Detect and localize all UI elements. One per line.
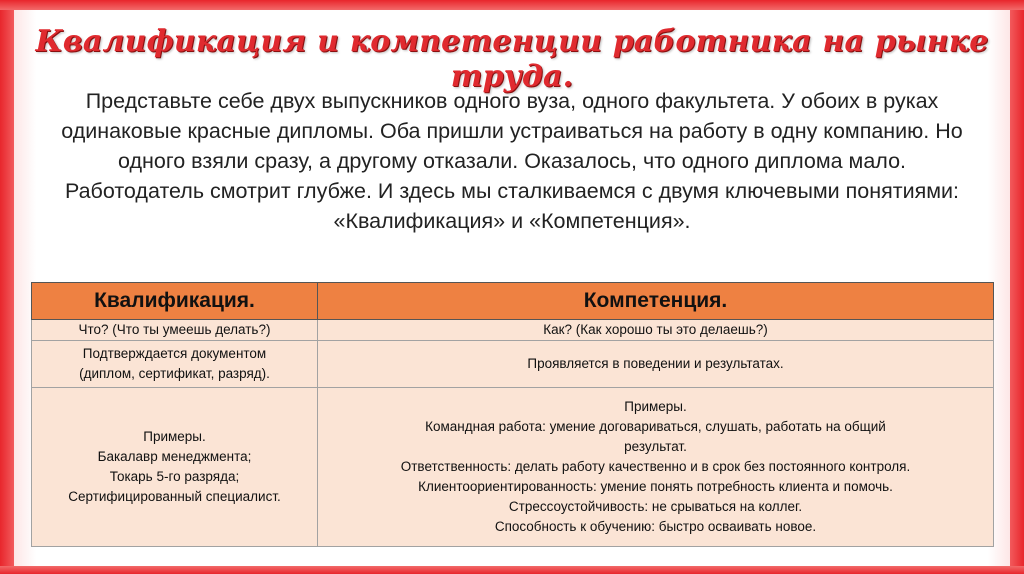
cell-line: Сертифицированный специалист. (68, 489, 281, 504)
cell-line: (диплом, сертификат, разряд). (79, 366, 270, 381)
cell-how: Как? (Как хорошо ты это делаешь?) (318, 320, 994, 341)
cell-line: Примеры. (624, 399, 687, 414)
intro-paragraph: Представьте себе двух выпускников одного вуза, одного факультета. У обоих в руках одинаковые красные дипломы. Оба пришли устраиваться на работу в одну компанию. Но одного взяли сразу, а другому отказали. Оказалось, что одного диплома мало. Работодатель смотрит глубже. И здесь мы сталкиваемся с двумя ключевыми понятиями: «Квалификация» и «Компетенция». (61, 89, 963, 233)
cell-line: Командная работа: умение договариваться, слушать, работать на общий (425, 419, 886, 434)
bottom-decor-band (0, 566, 1024, 574)
cell-line: Стрессоустойчивость: не срываться на коллег. (508, 499, 803, 514)
cell-competence-examples (318, 388, 994, 547)
table-row (32, 320, 994, 341)
comparison-table (31, 282, 994, 547)
cell-line: Токарь 5-го разряда; (109, 469, 240, 484)
cell-confirmed (32, 341, 318, 388)
cell-line: результат. (624, 439, 687, 454)
top-decor-band (0, 0, 1024, 10)
cell-line: Подтверждается документом (82, 346, 267, 361)
cell-qualification-examples (32, 388, 318, 547)
cell-line: Ответственность: делать работу качественно и в срок без постоянного контроля. (400, 459, 911, 474)
cell-line: Способность к обучению: быстро осваивать новое. (494, 519, 817, 534)
slide-title: Квалификация и компетенции работника на рынке труда. (35, 24, 989, 94)
table-row (32, 341, 994, 388)
table-row (32, 388, 994, 547)
cell-line: Клиентоориентированность: умение понять потребность клиента и помочь. (418, 479, 893, 494)
table-header-row (32, 283, 994, 320)
cell-what: Что? (Что ты умеешь делать?) (32, 320, 318, 341)
header-qualification: Квалификация. (32, 283, 318, 320)
cell-line: Примеры. (143, 429, 206, 444)
cell-manifested: Проявляется в поведении и результатах. (318, 341, 994, 388)
header-competence: Компетенция. (318, 283, 994, 320)
cell-line: Бакалавр менеджмента; (97, 449, 252, 464)
